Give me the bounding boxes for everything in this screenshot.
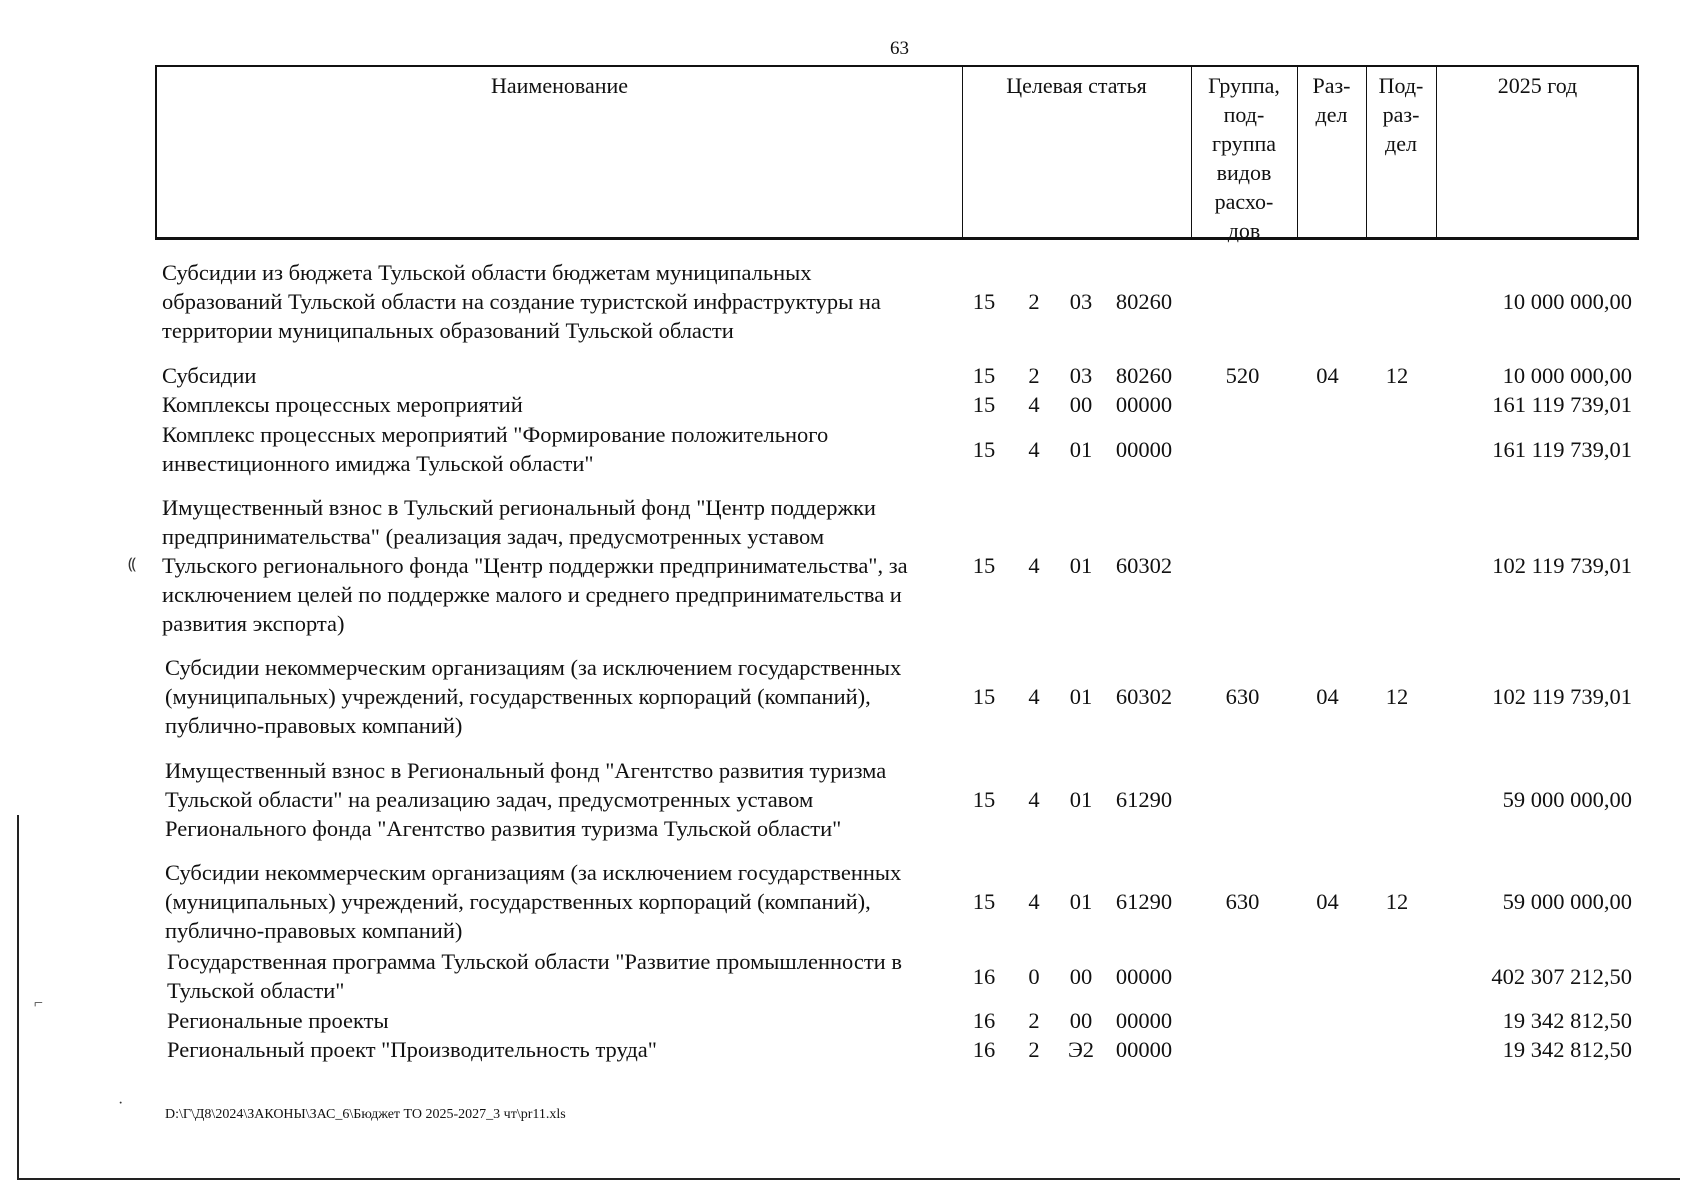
target-article-code: 0 [1028, 963, 1040, 989]
header-subsection-line: раз- [1382, 102, 1420, 127]
target-article-code: 4 [1028, 684, 1040, 709]
target-article-code: Э2 [1067, 1037, 1095, 1062]
row-name-line: образований Тульской области на создание туристской инфраструктуры на [162, 289, 881, 314]
target-article-code: 61290 [1115, 787, 1173, 812]
row-name [162, 258, 881, 345]
section-code: 04 [1316, 889, 1339, 914]
target-article-code: 4 [1028, 889, 1040, 914]
row-name-line: Имущественный взнос в Тульский региональный фонд "Центр поддержки [162, 495, 876, 520]
row-name [162, 493, 908, 638]
target-article-code: 15 [972, 684, 996, 709]
header-expense-group [1191, 71, 1297, 245]
header-subsection-line: дел [1385, 131, 1417, 156]
row-name-line: Тульского регионального фонда "Центр поддержки предпринимательства", за [162, 553, 908, 578]
row-name-line: Субсидии некоммерческим организациям (за исключением государственных [165, 655, 902, 680]
header-section [1297, 71, 1366, 129]
table-row [0, 420, 1691, 478]
header-subsection [1366, 71, 1436, 158]
header-target-article: Целевая статья [1006, 73, 1147, 98]
target-article-code: 60302 [1115, 553, 1173, 578]
header-expense-group-line: Группа, [1208, 73, 1280, 98]
subsection-code: 12 [1385, 363, 1409, 388]
target-article-code: 15 [972, 787, 996, 812]
target-article-code: 01 [1069, 553, 1093, 578]
target-article-code: 00000 [1115, 1008, 1173, 1033]
target-article-code: 4 [1028, 787, 1040, 812]
target-article-code: 16 [972, 963, 996, 989]
row-name-line: Государственная программа Тульской области "Развитие промышленности в [167, 949, 902, 974]
target-article-code: 80260 [1115, 363, 1173, 388]
table-header [155, 65, 1639, 243]
row-name [167, 1035, 657, 1064]
header-year: 2025 год [1497, 73, 1578, 98]
row-name [165, 756, 886, 843]
row-name-line: публично-правовых компаний) [165, 918, 463, 943]
target-article-code: 01 [1069, 684, 1093, 709]
subsection-code: 12 [1385, 684, 1409, 709]
row-name-line: исключением целей по поддержке малого и среднего предпринимательства и [162, 582, 902, 607]
subsection-code: 12 [1385, 889, 1409, 914]
row-name-line: Комплексы процессных мероприятий [162, 392, 523, 417]
row-name-line: Региональные проекты [167, 1008, 389, 1033]
header-expense-group-line: группа [1211, 131, 1277, 156]
row-name [167, 1006, 389, 1035]
table-row [0, 1035, 1691, 1064]
target-article-code: 4 [1028, 392, 1040, 417]
row-name-line: Субсидии [162, 363, 257, 388]
target-article-code: 15 [972, 392, 996, 417]
target-article-code: 00000 [1115, 436, 1173, 462]
header-expense-group-line: дов [1227, 218, 1261, 243]
target-article-code: 2 [1028, 289, 1040, 314]
target-article-code: 4 [1028, 553, 1040, 578]
amount-2025: 161 119 739,01 [1492, 392, 1632, 417]
amount-2025: 102 119 739,01 [1492, 553, 1632, 578]
target-article-code: 2 [1028, 363, 1040, 388]
table-row [0, 947, 1691, 1005]
header-expense-group-line: расхо- [1214, 189, 1274, 214]
target-article-code: 61290 [1115, 889, 1173, 914]
amount-2025: 102 119 739,01 [1492, 684, 1632, 709]
amount-2025: 161 119 739,01 [1492, 436, 1632, 462]
amount-2025: 10 000 000,00 [1502, 363, 1632, 388]
row-name [162, 361, 256, 390]
amount-2025: 402 307 212,50 [1491, 963, 1632, 989]
target-article-code: 60302 [1115, 684, 1173, 709]
expense-group: 630 [1225, 684, 1260, 709]
row-name-line: развития экспорта) [162, 611, 345, 636]
footer-file-path: D:\Г\Д8\2024\ЗАКОНЫ\ЗАС_6\Бюджет ТО 2025-2027_3 чт\pr11.xls [165, 1107, 566, 1122]
header-expense-group-line: видов [1216, 160, 1272, 185]
target-article-code: 00 [1069, 963, 1093, 989]
row-name-line: (муниципальных) учреждений, государственных корпораций (компаний), [165, 889, 871, 914]
row-name-line: инвестиционного имиджа Тульской области" [162, 451, 594, 476]
target-article-code: 01 [1069, 889, 1093, 914]
table-row [0, 1006, 1691, 1035]
target-article-code: 80260 [1115, 289, 1173, 314]
row-name-line: предпринимательства" (реализация задач, предусмотренных уставом [162, 524, 825, 549]
target-article-code: 2 [1028, 1037, 1040, 1062]
amount-2025: 59 000 000,00 [1502, 787, 1632, 812]
expense-group: 630 [1225, 889, 1260, 914]
margin-mark: ⌐ [34, 995, 44, 1012]
margin-mark: ⸨ [128, 556, 137, 573]
table-row [0, 361, 1691, 390]
target-article-code: 15 [972, 553, 996, 578]
row-name-line: Тульской области" [167, 978, 345, 1003]
margin-mark: · [118, 1095, 124, 1112]
header-expense-group-line: под- [1223, 102, 1265, 127]
target-article-code: 15 [972, 289, 996, 314]
target-article-code: 00000 [1115, 963, 1173, 989]
row-name [162, 390, 523, 419]
row-name-line: Регионального фонда "Агентство развития туризма Тульской области" [165, 816, 842, 841]
section-code: 04 [1316, 684, 1339, 709]
target-article-code: 03 [1069, 363, 1093, 388]
target-article-code: 16 [972, 1037, 996, 1062]
amount-2025: 19 342 812,50 [1502, 1037, 1632, 1062]
row-name [162, 420, 828, 478]
header-subsection-line: Под- [1378, 73, 1424, 98]
row-name-line: Имущественный взнос в Региональный фонд "Агентство развития туризма [165, 758, 887, 783]
header-section-line: дел [1315, 102, 1348, 127]
section-code: 04 [1316, 363, 1339, 388]
row-name [165, 653, 901, 740]
target-article-code: 00 [1069, 1008, 1093, 1033]
row-name-line: Тульской области" на реализацию задач, предусмотренных уставом [165, 787, 814, 812]
table-row [0, 390, 1691, 419]
table-row [0, 653, 1691, 740]
page-number: 63 [890, 38, 909, 59]
row-name-line: Субсидии некоммерческим организациям (за исключением государственных [165, 860, 902, 885]
target-article-code: 01 [1069, 787, 1093, 812]
target-article-code: 00 [1069, 392, 1093, 417]
target-article-code: 4 [1028, 436, 1040, 462]
target-article-code: 00000 [1115, 1037, 1173, 1062]
target-article-code: 01 [1069, 436, 1093, 462]
row-name-line: территории муниципальных образований Тульской области [162, 318, 734, 343]
row-name-line: Комплекс процессных мероприятий "Формирование положительного [162, 422, 829, 447]
table-row [0, 493, 1691, 638]
amount-2025: 10 000 000,00 [1502, 289, 1632, 314]
target-article-code: 2 [1028, 1008, 1040, 1033]
target-article-code: 00000 [1115, 392, 1173, 417]
row-name-line: публично-правовых компаний) [165, 713, 463, 738]
header-section-line: Раз- [1312, 73, 1351, 98]
table-row [0, 858, 1691, 945]
target-article-code: 16 [972, 1008, 996, 1033]
amount-2025: 59 000 000,00 [1502, 889, 1632, 914]
target-article-code: 15 [972, 363, 996, 388]
row-name [167, 947, 902, 1005]
target-article-code: 15 [972, 436, 996, 462]
scan-bottom-line [17, 1178, 1680, 1180]
target-article-code: 03 [1069, 289, 1093, 314]
row-name-line: Субсидии из бюджета Тульской области бюджетам муниципальных [162, 260, 812, 285]
amount-2025: 19 342 812,50 [1502, 1008, 1632, 1033]
row-name-line: Региональный проект "Производительность труда" [167, 1037, 657, 1062]
header-name: Наименование [490, 73, 629, 98]
row-name [165, 858, 901, 945]
target-article-code: 15 [972, 889, 996, 914]
table-row [0, 258, 1691, 345]
scan-margin-line [17, 815, 19, 1179]
expense-group: 520 [1225, 363, 1260, 388]
table-row [0, 756, 1691, 843]
row-name-line: (муниципальных) учреждений, государственных корпораций (компаний), [165, 684, 871, 709]
